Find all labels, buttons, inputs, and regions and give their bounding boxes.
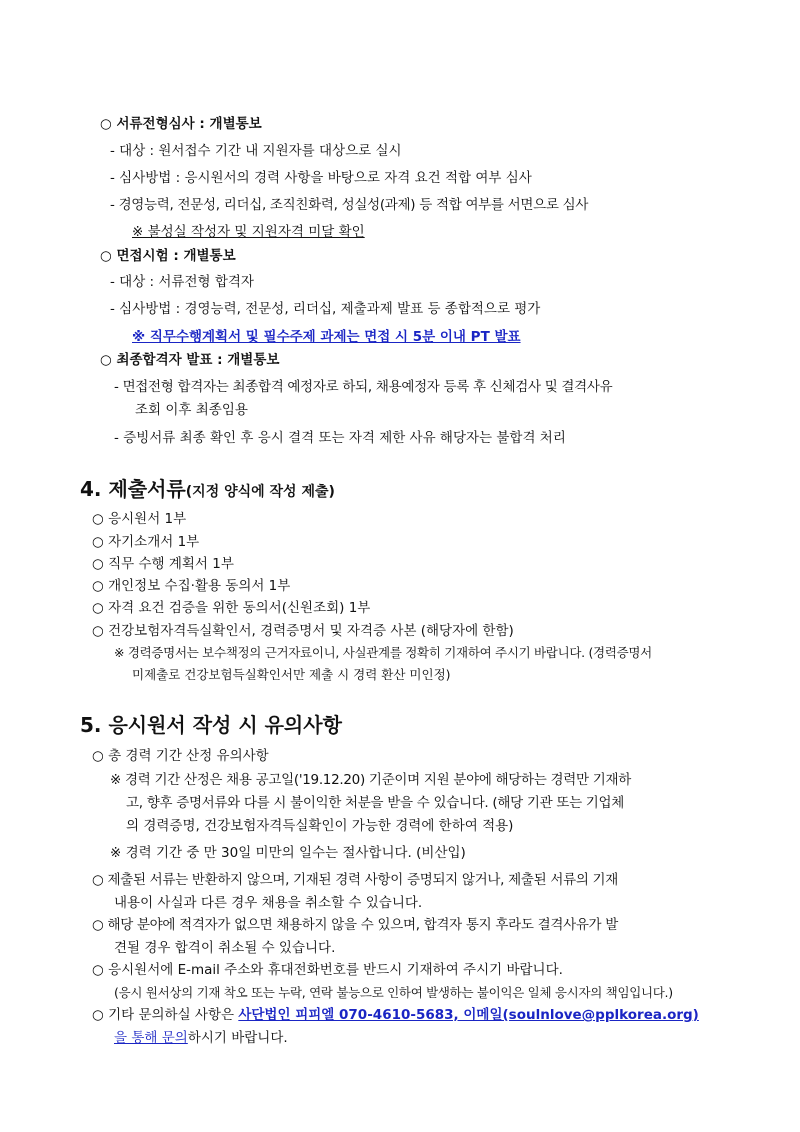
inquiry-contact-link[interactable]: 사단법인 피피엘 070-4610-5683, 이메일(soulnlove@pplkorea.org) xyxy=(238,1007,699,1023)
final-item1-line2: 조회 이후 최종임용 xyxy=(135,402,248,418)
contact-info-line1: ○ 응시원서에 E-mail 주소와 휴대전화번호를 반드시 기재하여 주시기 바랍니다. xyxy=(92,962,563,978)
inquiry-line1 xyxy=(92,1005,699,1025)
final-item1-line1: - 면접전형 합격자는 최종합격 예정자로 하되, 채용예정자 등록 후 신체검사 및 결격사유 xyxy=(114,379,613,395)
career-period-title: ○ 총 경력 기간 산정 유의사항 xyxy=(92,748,269,764)
inquiry-line2 xyxy=(114,1028,288,1048)
inquiry-suffix: 하시기 바랍니다. xyxy=(187,1030,288,1046)
career-note1-line2: 고, 향후 증명서류와 다를 시 불이익한 처분을 받을 수 있습니다. (해당 기관 또는 기업체 xyxy=(126,795,625,811)
no-hire-line1: ○ 해당 분야에 적격자가 없으면 채용하지 않을 수 있으며, 합격자 통지 후라도 결격사유가 발 xyxy=(92,917,619,933)
doc-review-target: - 대상 : 원서접수 기간 내 지원자를 대상으로 실시 xyxy=(110,143,402,159)
submit-item: ○ 직무 수행 계획서 1부 xyxy=(92,556,234,572)
inquiry-contact-link-cont[interactable]: 을 통해 문의 xyxy=(114,1030,188,1046)
interview-method: - 심사방법 : 경영능력, 전문성, 리더십, 제출과제 발표 등 종합적으로 평가 xyxy=(110,301,541,317)
submit-item: ○ 응시원서 1부 xyxy=(92,511,187,527)
submit-note-line2: 미제출로 건강보험득실확인서만 제출 시 경력 환산 미인정) xyxy=(132,667,451,682)
section4-heading-main: 4. 제출서류 xyxy=(80,477,186,501)
section4-heading xyxy=(80,473,335,502)
submit-note-line1: ※ 경력증명서는 보수책정의 근거자료이니, 사실관계를 정확히 기재하여 주시기 바랍니다. (경력증명서 xyxy=(114,645,652,660)
doc-review-method: - 심사방법 : 응시원서의 경력 사항을 바탕으로 자격 요건 적합 여부 심사 xyxy=(110,170,532,186)
interview-target: - 대상 : 서류전형 합격자 xyxy=(110,274,254,290)
submit-item: ○ 개인정보 수집·활용 동의서 1부 xyxy=(92,578,291,594)
interview-note: ※ 직무수행계획서 및 필수주제 과제는 면접 시 5분 이내 PT 발표 xyxy=(132,329,521,345)
section4-heading-sub: (지정 양식에 작성 제출) xyxy=(185,484,335,500)
no-hire-line2: 견될 경우 합격이 취소될 수 있습니다. xyxy=(114,940,336,956)
submit-item: ○ 자기소개서 1부 xyxy=(92,534,200,550)
doc-return-line2: 내용이 사실과 다른 경우 채용을 취소할 수 있습니다. xyxy=(114,895,423,911)
doc-review-note: ※ 불성실 작성자 및 지원자격 미달 확인 xyxy=(132,224,365,240)
final-announcement-title: ○ 최종합격자 발표 : 개별통보 xyxy=(100,352,280,368)
doc-return-line1: ○ 제출된 서류는 반환하지 않으며, 기재된 경력 사항이 증명되지 않거나, 제출된 서류의 기재 xyxy=(92,872,619,888)
career-note1-line1: ※ 경력 기간 산정은 채용 공고일('19.12.20) 기준이며 지원 분야에 해당하는 경력만 기재하 xyxy=(110,772,631,788)
doc-review-title: ○ 서류전형심사 : 개별통보 xyxy=(100,116,262,132)
submit-item: ○ 건강보험자격득실확인서, 경력증명서 및 자격증 사본 (해당자에 한함) xyxy=(92,623,514,639)
submit-item: ○ 자격 요건 검증을 위한 동의서(신원조회) 1부 xyxy=(92,600,371,616)
interview-title: ○ 면접시험 : 개별통보 xyxy=(100,248,236,264)
career-note2: ※ 경력 기간 중 만 30일 미만의 일수는 절사합니다. (비산입) xyxy=(110,845,466,861)
section5-heading: 5. 응시원서 작성 시 유의사항 xyxy=(80,713,342,737)
inquiry-prefix: ○ 기타 문의하실 사항은 xyxy=(92,1007,239,1023)
final-item2: - 증빙서류 최종 확인 후 응시 결격 또는 자격 제한 사유 해당자는 불합격 처리 xyxy=(114,430,566,446)
contact-info-line2: (응시 원서상의 기재 착오 또는 누락, 연락 불능으로 인하여 발생하는 불이익은 일체 응시자의 책임입니다.) xyxy=(114,985,673,1000)
doc-review-criteria: - 경영능력, 전문성, 리더십, 조직친화력, 성실성(과제) 등 적합 여부를 서면으로 심사 xyxy=(110,197,589,213)
career-note1-line3: 의 경력증명, 건강보험자격득실확인이 가능한 경력에 한하여 적용) xyxy=(126,818,514,834)
